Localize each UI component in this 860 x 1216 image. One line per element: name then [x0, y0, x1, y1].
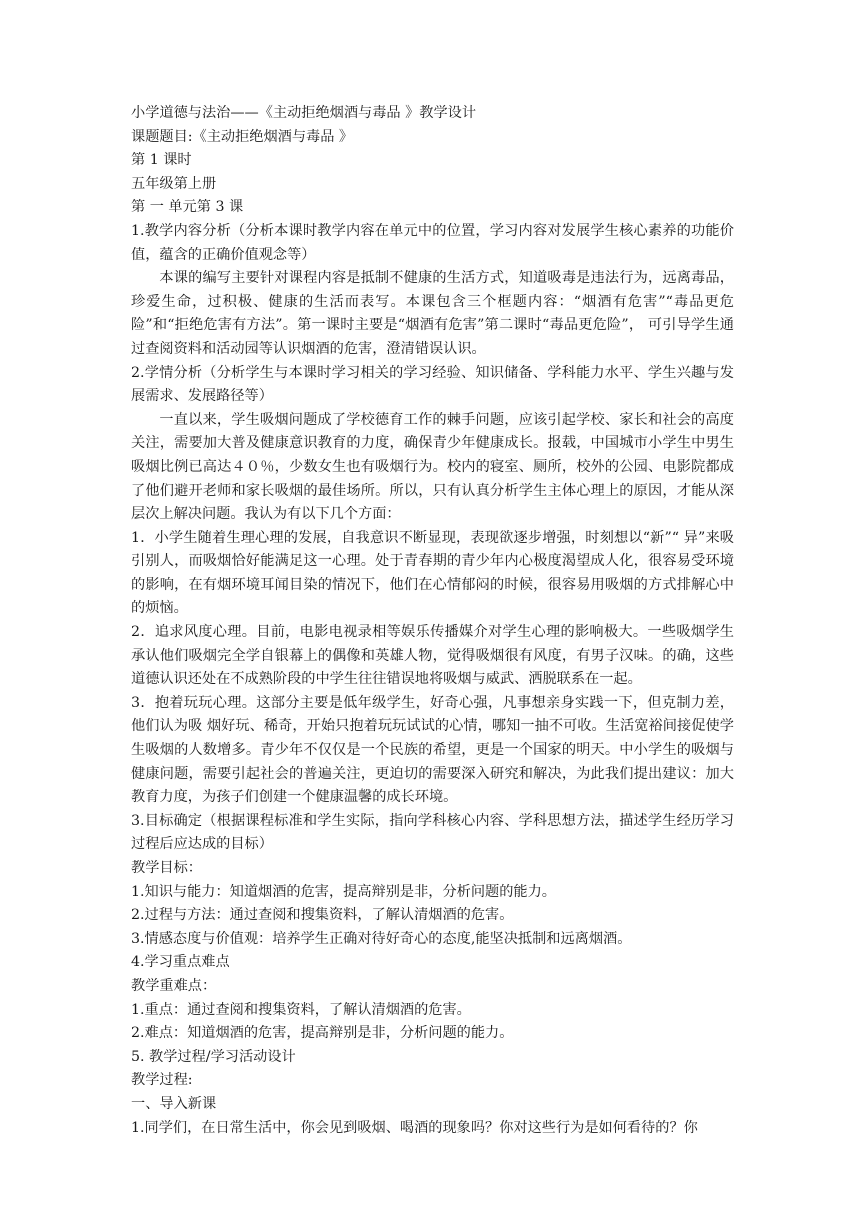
grade-volume: 五年级第上册 [131, 175, 217, 192]
section-goals-heading: 3.目标确定（根据课程标准和学生实际，指向学科核心内容、学科思想方法，描述学生经历学习过程后应达成的目标） [131, 812, 734, 853]
student-analysis-point-1: 1．小学生随着生理心理的发展，自我意识不断显现，表现欲逐步增强，时刻想以“新”“ 异”来吸引别人，而吸烟恰好能满足这一心理。处于青春期的青少年内心极度渴望成人化，很容易受环境的影响，在有烟环境耳闻目染的情况下，他们在心情郁闷的时候，很容易用吸烟的方式排解心中的烦恼。 [131, 529, 734, 617]
goal-knowledge: 1.知识与能力：知道烟酒的危害，提高辩别是非，分析问题的能力。 [131, 883, 556, 900]
process-label: 教学过程: [131, 1072, 193, 1089]
goal-attitude: 3.情感态度与价值观：培养学生正确对待好奇心的态度,能坚决抵制和远离烟酒。 [131, 930, 632, 947]
section-key-points-heading: 4.学习重点难点 [131, 954, 230, 971]
lesson-topic: 课题题目:《主动拒绝烟酒与毒品 》 [131, 128, 354, 145]
difficult-point: 2.难点：知道烟酒的危害，提高辩别是非，分析问题的能力。 [131, 1025, 514, 1042]
goals-label: 教学目标： [131, 860, 202, 876]
document-body [131, 102, 734, 1140]
unit-lesson: 第 一 单元第 3 课 [131, 199, 244, 216]
goal-process: 2.过程与方法：通过查阅和搜集资料，了解认清烟酒的危害。 [131, 907, 514, 924]
document-title: 小学道德与法治——《主动拒绝烟酒与毒品 》教学设计 [131, 105, 477, 121]
section-content-analysis-body: 本课的编写主要针对课程内容是抵制不健康的生活方式，知道吸毒是违法行为，远离毒品，珍爱生命，过积极、健康的生活而表写。本课包含三个框题内容：“烟酒有危害”“毒品更危险”和“拒绝危害有方法”。第一课时主要是“烟酒有危害”第二课时“毒品更危险”， 可引导学生通过查阅资料和活动园等认识烟酒的危害，澄清错误认识。 [131, 270, 734, 357]
key-points-label: 教学重难点： [131, 977, 217, 994]
section-content-analysis-heading: 1.教学内容分析（分析本课时教学内容在单元中的位置，学习内容对发展学生核心素养的功能价值，蕴含的正确价值观念等） [131, 222, 734, 263]
process-question-1: 1.同学们，在日常生活中，你会见到吸烟、喝酒的现象吗？你对这些行为是如何看待的？你 [131, 1119, 698, 1136]
process-part-1: 一、导入新课 [131, 1095, 217, 1112]
section-process-heading: 5. 教学过程/学习活动设计 [131, 1048, 296, 1065]
student-analysis-point-3: 3．抱着玩玩心理。这部分主要是低年级学生，好奇心强，凡事想亲身实践一下，但克制力差，他们认为吸 烟好玩、稀奇，开始只抱着玩玩试试的心情，哪知一抽不可收。生活宽裕间接促使学生吸烟的人数增多。青少年不仅仅是一个民族的希望，更是一个国家的明天。中小学生的吸烟与健康问题，需要引起社会的普遍关注，更迫切的需要深入研究和解决，为此我们提出建议：加大教育力度，为孩子们创建一个健康温馨的成长环境。 [131, 694, 734, 806]
key-point: 1.重点：通过查阅和搜集资料，了解认清烟酒的危害。 [131, 1001, 471, 1018]
section-student-analysis-body: 一直以来，学生吸烟问题成了学校德育工作的棘手问题，应该引起学校、家长和社会的高度关注，需要加大普及健康意识教育的力度，确保青少年健康成长。报载，中国城市小学生中男生吸烟比例已高达４０％，少数女生也有吸烟行为。校内的寝室、厕所，校外的公园、电影院都成了他们避开老师和家长吸烟的最佳场所。所以，只有认真分析学生主体心理上的原因，才能从深层次上解决问题。我认为有以下几个方面： [131, 411, 734, 523]
student-analysis-point-2: 2．追求风度心理。目前，电影电视录相等娱乐传播媒介对学生心理的影响极大。一些吸烟学生承认他们吸烟完全学自银幕上的偶像和英雄人物，觉得吸烟很有风度，有男子汉味。的确，这些道德认识还处在不成熟阶段的中学生往往错误地将吸烟与威武、洒脱联系在一起。 [131, 624, 734, 688]
lesson-period: 第 1 课时 [131, 152, 192, 169]
section-student-analysis-heading: 2.学情分析（分析学生与本课时学习相关的学习经验、知识储备、学科能力水平、学生兴趣与发展需求、发展路径等） [131, 364, 734, 405]
